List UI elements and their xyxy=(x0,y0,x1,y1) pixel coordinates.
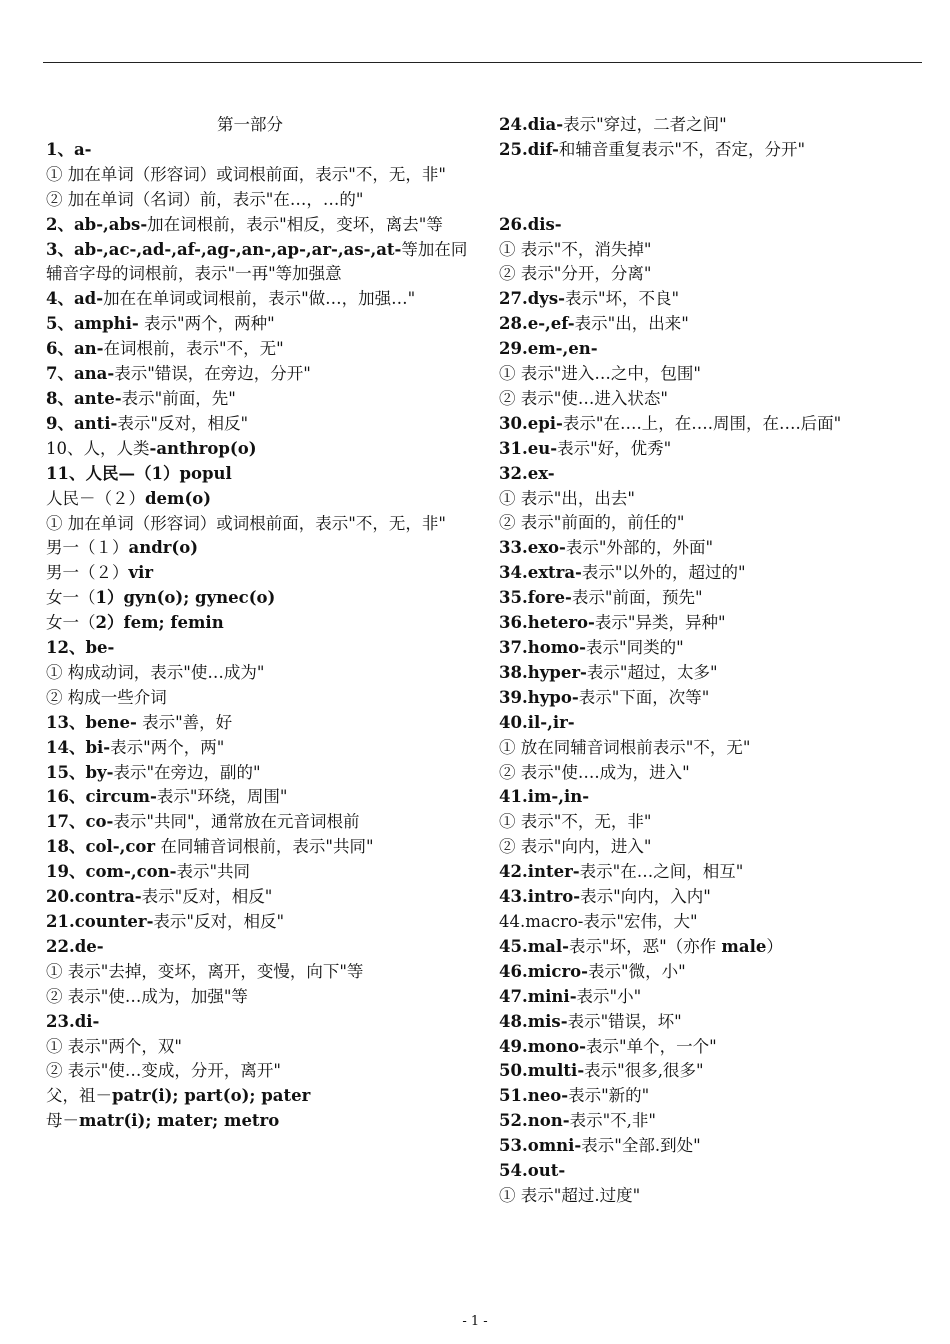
term-text: 29.em-,en- xyxy=(499,339,598,359)
term-text: 32.ex- xyxy=(499,463,555,483)
line-text: 表示"下面，次等" xyxy=(578,687,710,707)
line-text: 表示"同类的" xyxy=(586,638,684,657)
header-rule xyxy=(43,62,922,63)
line-text: ① 表示"两个，双" xyxy=(46,1036,182,1056)
line-text: ② 表示"使…进入状态" xyxy=(499,388,668,408)
term-text: 35.fore- xyxy=(499,588,572,608)
line-text: 表示"不,非" xyxy=(569,1111,656,1131)
line-text: 表示"前面，先" xyxy=(121,388,236,408)
text-line xyxy=(46,462,470,487)
term-text: 4、ad- xyxy=(46,289,104,309)
text-line xyxy=(499,362,919,387)
text-line xyxy=(46,536,470,561)
text-line xyxy=(499,387,919,412)
term-text: 7、ana- xyxy=(46,364,115,384)
term-text: 1、a- xyxy=(46,139,92,159)
line-text: 表示"两个，两种" xyxy=(138,314,275,334)
line-text: 表示"宏伟，大" xyxy=(583,911,698,931)
line-text: 加在词根前，表示"相反，变坏，离去"等 xyxy=(147,214,443,234)
text-line xyxy=(499,761,919,786)
text-line xyxy=(499,1109,919,1134)
text-line xyxy=(499,1010,919,1035)
line-text: 表示"超过，太多" xyxy=(586,662,718,682)
text-line xyxy=(499,487,919,512)
line-text: 男一（２） xyxy=(46,563,129,583)
text-line xyxy=(499,1159,919,1184)
line-text: ② 表示"前面的，前任的" xyxy=(499,513,685,533)
text-line xyxy=(46,287,470,312)
line-text: 表示"坏，恶"（亦作 xyxy=(568,936,722,956)
term-text: male xyxy=(721,936,767,956)
term-text: 1）gyn(o); gynec(o) xyxy=(95,588,276,608)
line-text: ① 表示"超过.过度" xyxy=(499,1185,641,1205)
text-line xyxy=(46,1010,470,1035)
line-text: 表示"坏，不良" xyxy=(564,289,680,309)
text-line xyxy=(499,636,919,661)
text-line xyxy=(499,711,919,736)
term-text: 18、col-,cor xyxy=(46,837,156,857)
line-text: 在词根前，表示"不，无" xyxy=(103,339,284,359)
line-text: 表示"向内，入内" xyxy=(580,887,711,907)
text-line xyxy=(499,960,919,985)
text-line xyxy=(499,511,919,536)
line-text: 表示"微，小" xyxy=(588,961,686,981)
text-line xyxy=(499,138,919,163)
text-line xyxy=(499,262,919,287)
line-text: 表示"异类，异种" xyxy=(594,613,726,633)
text-line xyxy=(46,337,470,362)
line-text: 10、人，人类 xyxy=(46,438,150,458)
text-line xyxy=(46,312,470,337)
text-line xyxy=(46,188,470,213)
text-line xyxy=(46,860,470,885)
term-text: 37.homo- xyxy=(499,638,587,657)
text-line xyxy=(46,661,470,686)
line-text: 表示"好，优秀" xyxy=(557,438,672,458)
term-text: 49.mono- xyxy=(499,1036,587,1056)
text-line xyxy=(46,487,470,512)
term-text: 3、ab-,ac-,ad-,af-,ag-,an-,ap-,ar-,as-,at- xyxy=(46,239,402,259)
line-text: ② 表示"使….成为，进入" xyxy=(499,762,690,782)
term-text: matr(i); mater; metro xyxy=(79,1111,280,1131)
term-text: 6、an- xyxy=(46,339,104,359)
term-text: 47.mini- xyxy=(499,986,577,1006)
line-text: 44.macro- xyxy=(499,911,584,931)
line-text: ① 构成动词，表示"使…成为" xyxy=(46,662,265,682)
text-line xyxy=(46,636,470,661)
line-text: ② 表示"使…成为，加强"等 xyxy=(46,986,248,1006)
text-line xyxy=(46,213,470,238)
text-line xyxy=(499,611,919,636)
line-text: 第一部分 xyxy=(217,115,283,134)
line-text: 表示"反对，相反" xyxy=(117,413,249,433)
text-line xyxy=(46,163,470,188)
text-line xyxy=(46,960,470,985)
text-line xyxy=(499,860,919,885)
term-text: 5、amphi- xyxy=(46,314,139,334)
right-column xyxy=(499,113,919,1209)
line-text: 表示"共同"，通常放在元音词根前 xyxy=(113,812,360,832)
section-title xyxy=(46,113,470,138)
text-line xyxy=(499,1035,919,1060)
text-line xyxy=(46,611,470,636)
text-line xyxy=(499,312,919,337)
line-text: 表示"很多,很多" xyxy=(584,1061,704,1081)
term-text: 17、co- xyxy=(46,812,114,832)
text-line xyxy=(499,736,919,761)
page-number: - 1 - xyxy=(462,1314,488,1329)
line-text: 表示"善，好 xyxy=(136,712,233,732)
term-text: 33.exo- xyxy=(499,538,566,558)
text-line xyxy=(499,213,919,238)
line-text: 表示"两个，两" xyxy=(110,737,225,757)
text-line xyxy=(46,362,470,387)
text-line xyxy=(499,238,919,263)
term-text: 40.il-,ir- xyxy=(499,712,575,732)
line-text: 表示"单个，一个" xyxy=(586,1036,717,1056)
term-text: 39.hypo- xyxy=(499,687,579,707)
line-text: 表示"错误，在旁边，分开" xyxy=(114,364,311,384)
text-line xyxy=(499,1084,919,1109)
line-text: ② 加在单词（名词）前，表示"在…，…的" xyxy=(46,189,364,209)
text-line xyxy=(46,935,470,960)
term-text: 13、bene- xyxy=(46,712,137,732)
text-line xyxy=(499,561,919,586)
text-line xyxy=(46,711,470,736)
text-line xyxy=(46,512,470,537)
text-line xyxy=(46,910,470,935)
line-text: 表示"全部.到处" xyxy=(581,1136,701,1156)
text-line xyxy=(46,985,470,1010)
text-line xyxy=(46,412,470,437)
term-text: 46.micro- xyxy=(499,961,589,981)
text-line xyxy=(499,810,919,835)
text-line xyxy=(46,736,470,761)
text-line xyxy=(46,1059,470,1084)
text-line xyxy=(499,1184,919,1209)
term-text: 53.omni- xyxy=(499,1136,582,1156)
term-text: 24.dia- xyxy=(499,115,564,134)
text-line xyxy=(46,1109,470,1134)
line-text: 表示"穿过，二者之间" xyxy=(563,115,727,134)
term-text: 12、be- xyxy=(46,638,115,658)
term-text: 42.inter- xyxy=(499,862,580,882)
line-text: ① 加在单词（形容词）或词根前面，表示"不，无，非" xyxy=(46,513,446,533)
text-line xyxy=(46,785,470,810)
line-text: 和辅音重复表示"不，否定，分开" xyxy=(558,139,806,159)
term-text: 22.de- xyxy=(46,936,104,956)
text-line xyxy=(499,686,919,711)
line-text: ① 加在单词（形容词）或词根前面，表示"不，无，非" xyxy=(46,164,446,184)
term-text: 48.mis- xyxy=(499,1011,568,1031)
text-line xyxy=(46,437,470,462)
line-text: 表示"出，出来" xyxy=(574,314,689,334)
text-line xyxy=(499,188,919,213)
term-text: 9、anti- xyxy=(46,413,118,433)
text-line xyxy=(46,761,470,786)
line-text: 表示"在旁边，副的" xyxy=(113,762,261,782)
text-line xyxy=(499,1059,919,1084)
term-text: 54.out- xyxy=(499,1161,566,1181)
term-text: 16、circum- xyxy=(46,787,157,807)
term-text: vir xyxy=(128,563,154,583)
line-text: 表示"外部的，外面" xyxy=(565,538,714,558)
text-line xyxy=(46,810,470,835)
text-line xyxy=(46,835,470,860)
text-line xyxy=(499,661,919,686)
term-text: 21.counter- xyxy=(46,912,154,931)
text-line xyxy=(46,238,470,288)
text-line xyxy=(499,785,919,810)
term-text: 45.mal- xyxy=(499,936,569,956)
line-text: 女一（ xyxy=(46,588,96,608)
term-text: 34.extra- xyxy=(499,563,582,583)
line-text: 在同辅音词根前，表示"共同" xyxy=(155,837,374,857)
text-line xyxy=(499,985,919,1010)
text-line xyxy=(499,935,919,960)
line-text: ② 表示"分开，分离" xyxy=(499,264,652,284)
line-text: 表示"环绕，周围" xyxy=(156,787,288,807)
term-text: 28.e-,ef- xyxy=(499,314,575,334)
line-text: ① 表示"不，消失掉" xyxy=(499,239,652,259)
text-line xyxy=(46,1084,470,1109)
term-text: 2、ab-,abs- xyxy=(46,214,148,234)
text-line xyxy=(499,910,919,935)
line-text: 表示"前面，预先" xyxy=(571,588,703,608)
line-text: 等加在同辅音字母的词根前，表示"一再"等加强意 xyxy=(46,239,468,284)
term-text: andr(o) xyxy=(128,538,199,558)
line-text: 母－ xyxy=(46,1111,79,1131)
line-text: 表示"在….上，在….周围，在….后面" xyxy=(562,413,842,433)
term-text: 36.hetero- xyxy=(499,613,595,633)
term-text: 38.hyper- xyxy=(499,662,587,682)
line-text: 表示"错误，坏" xyxy=(567,1011,682,1031)
term-text: 43.intro- xyxy=(499,887,581,907)
line-text: 表示"以外的，超过的" xyxy=(581,563,746,583)
term-text: 19、com-,con- xyxy=(46,862,177,882)
text-line xyxy=(499,337,919,362)
line-text: ① 表示"出，出去" xyxy=(499,488,635,508)
line-text: 表示"新的" xyxy=(568,1086,650,1106)
text-line xyxy=(46,138,470,163)
line-text: 表示"反对，相反" xyxy=(153,912,285,931)
left-column xyxy=(46,113,470,1134)
text-line xyxy=(499,835,919,860)
text-line xyxy=(46,885,470,910)
term-text: dem(o) xyxy=(145,488,212,508)
line-text: 表示"反对，相反" xyxy=(141,887,273,907)
term-text: 11、人民—（1）popul xyxy=(46,463,232,483)
text-line xyxy=(46,586,470,611)
text-line xyxy=(499,287,919,312)
term-text: 30.epi- xyxy=(499,413,563,433)
term-text: 26.dis- xyxy=(499,214,562,234)
text-line xyxy=(499,586,919,611)
line-text: 表示"小" xyxy=(576,986,642,1006)
line-text: ） xyxy=(766,936,783,956)
text-line xyxy=(46,561,470,586)
term-text: 31.eu- xyxy=(499,438,558,458)
text-line xyxy=(499,1134,919,1159)
line-text: 男一（１） xyxy=(46,538,129,558)
term-text: 41.im-,in- xyxy=(499,787,590,807)
line-text: ② 表示"向内，进入" xyxy=(499,837,652,857)
term-text: 23.di- xyxy=(46,1011,100,1031)
text-line xyxy=(499,462,919,487)
term-text: -anthrop(o) xyxy=(149,438,257,458)
line-text: 人民－（２） xyxy=(46,488,145,508)
term-text: 15、by- xyxy=(46,762,114,782)
line-text: 表示"在…之间，相互" xyxy=(579,862,744,882)
line-text: 加在在单词或词根前，表示"做…，加强…" xyxy=(103,289,416,309)
line-text: 女一（ xyxy=(46,613,96,633)
line-text: ① 表示"不，无，非" xyxy=(499,812,652,832)
line-text: ② 构成一些介词 xyxy=(46,687,167,707)
line-text: 父，祖－ xyxy=(46,1086,112,1106)
term-text: 14、bi- xyxy=(46,737,111,757)
term-text: 20.contra- xyxy=(46,887,142,907)
text-line xyxy=(46,686,470,711)
text-line xyxy=(499,437,919,462)
line-text: 表示"共同 xyxy=(176,862,251,882)
text-line xyxy=(46,387,470,412)
line-text: ① 表示"进入…之中，包围" xyxy=(499,364,701,384)
term-text: 25.dif- xyxy=(499,139,559,159)
term-text: patr(i); part(o); pater xyxy=(112,1086,311,1106)
text-line xyxy=(499,536,919,561)
term-text: 51.neo- xyxy=(499,1086,569,1106)
term-text: 27.dys- xyxy=(499,289,565,309)
term-text: 52.non- xyxy=(499,1111,570,1131)
text-line xyxy=(499,885,919,910)
text-line xyxy=(499,113,919,138)
text-line xyxy=(46,1035,470,1060)
text-line xyxy=(499,163,919,188)
line-text: ① 放在同辅音词根前表示"不，无" xyxy=(499,737,751,757)
term-text: 2）fem; femin xyxy=(95,613,224,633)
term-text: 50.multi- xyxy=(499,1061,585,1081)
term-text: 8、ante- xyxy=(46,388,122,408)
line-text: ① 表示"去掉，变坏，离开，变慢，向下"等 xyxy=(46,961,364,981)
line-text: ② 表示"使…变成，分开，离开" xyxy=(46,1061,281,1081)
text-line xyxy=(499,412,919,437)
